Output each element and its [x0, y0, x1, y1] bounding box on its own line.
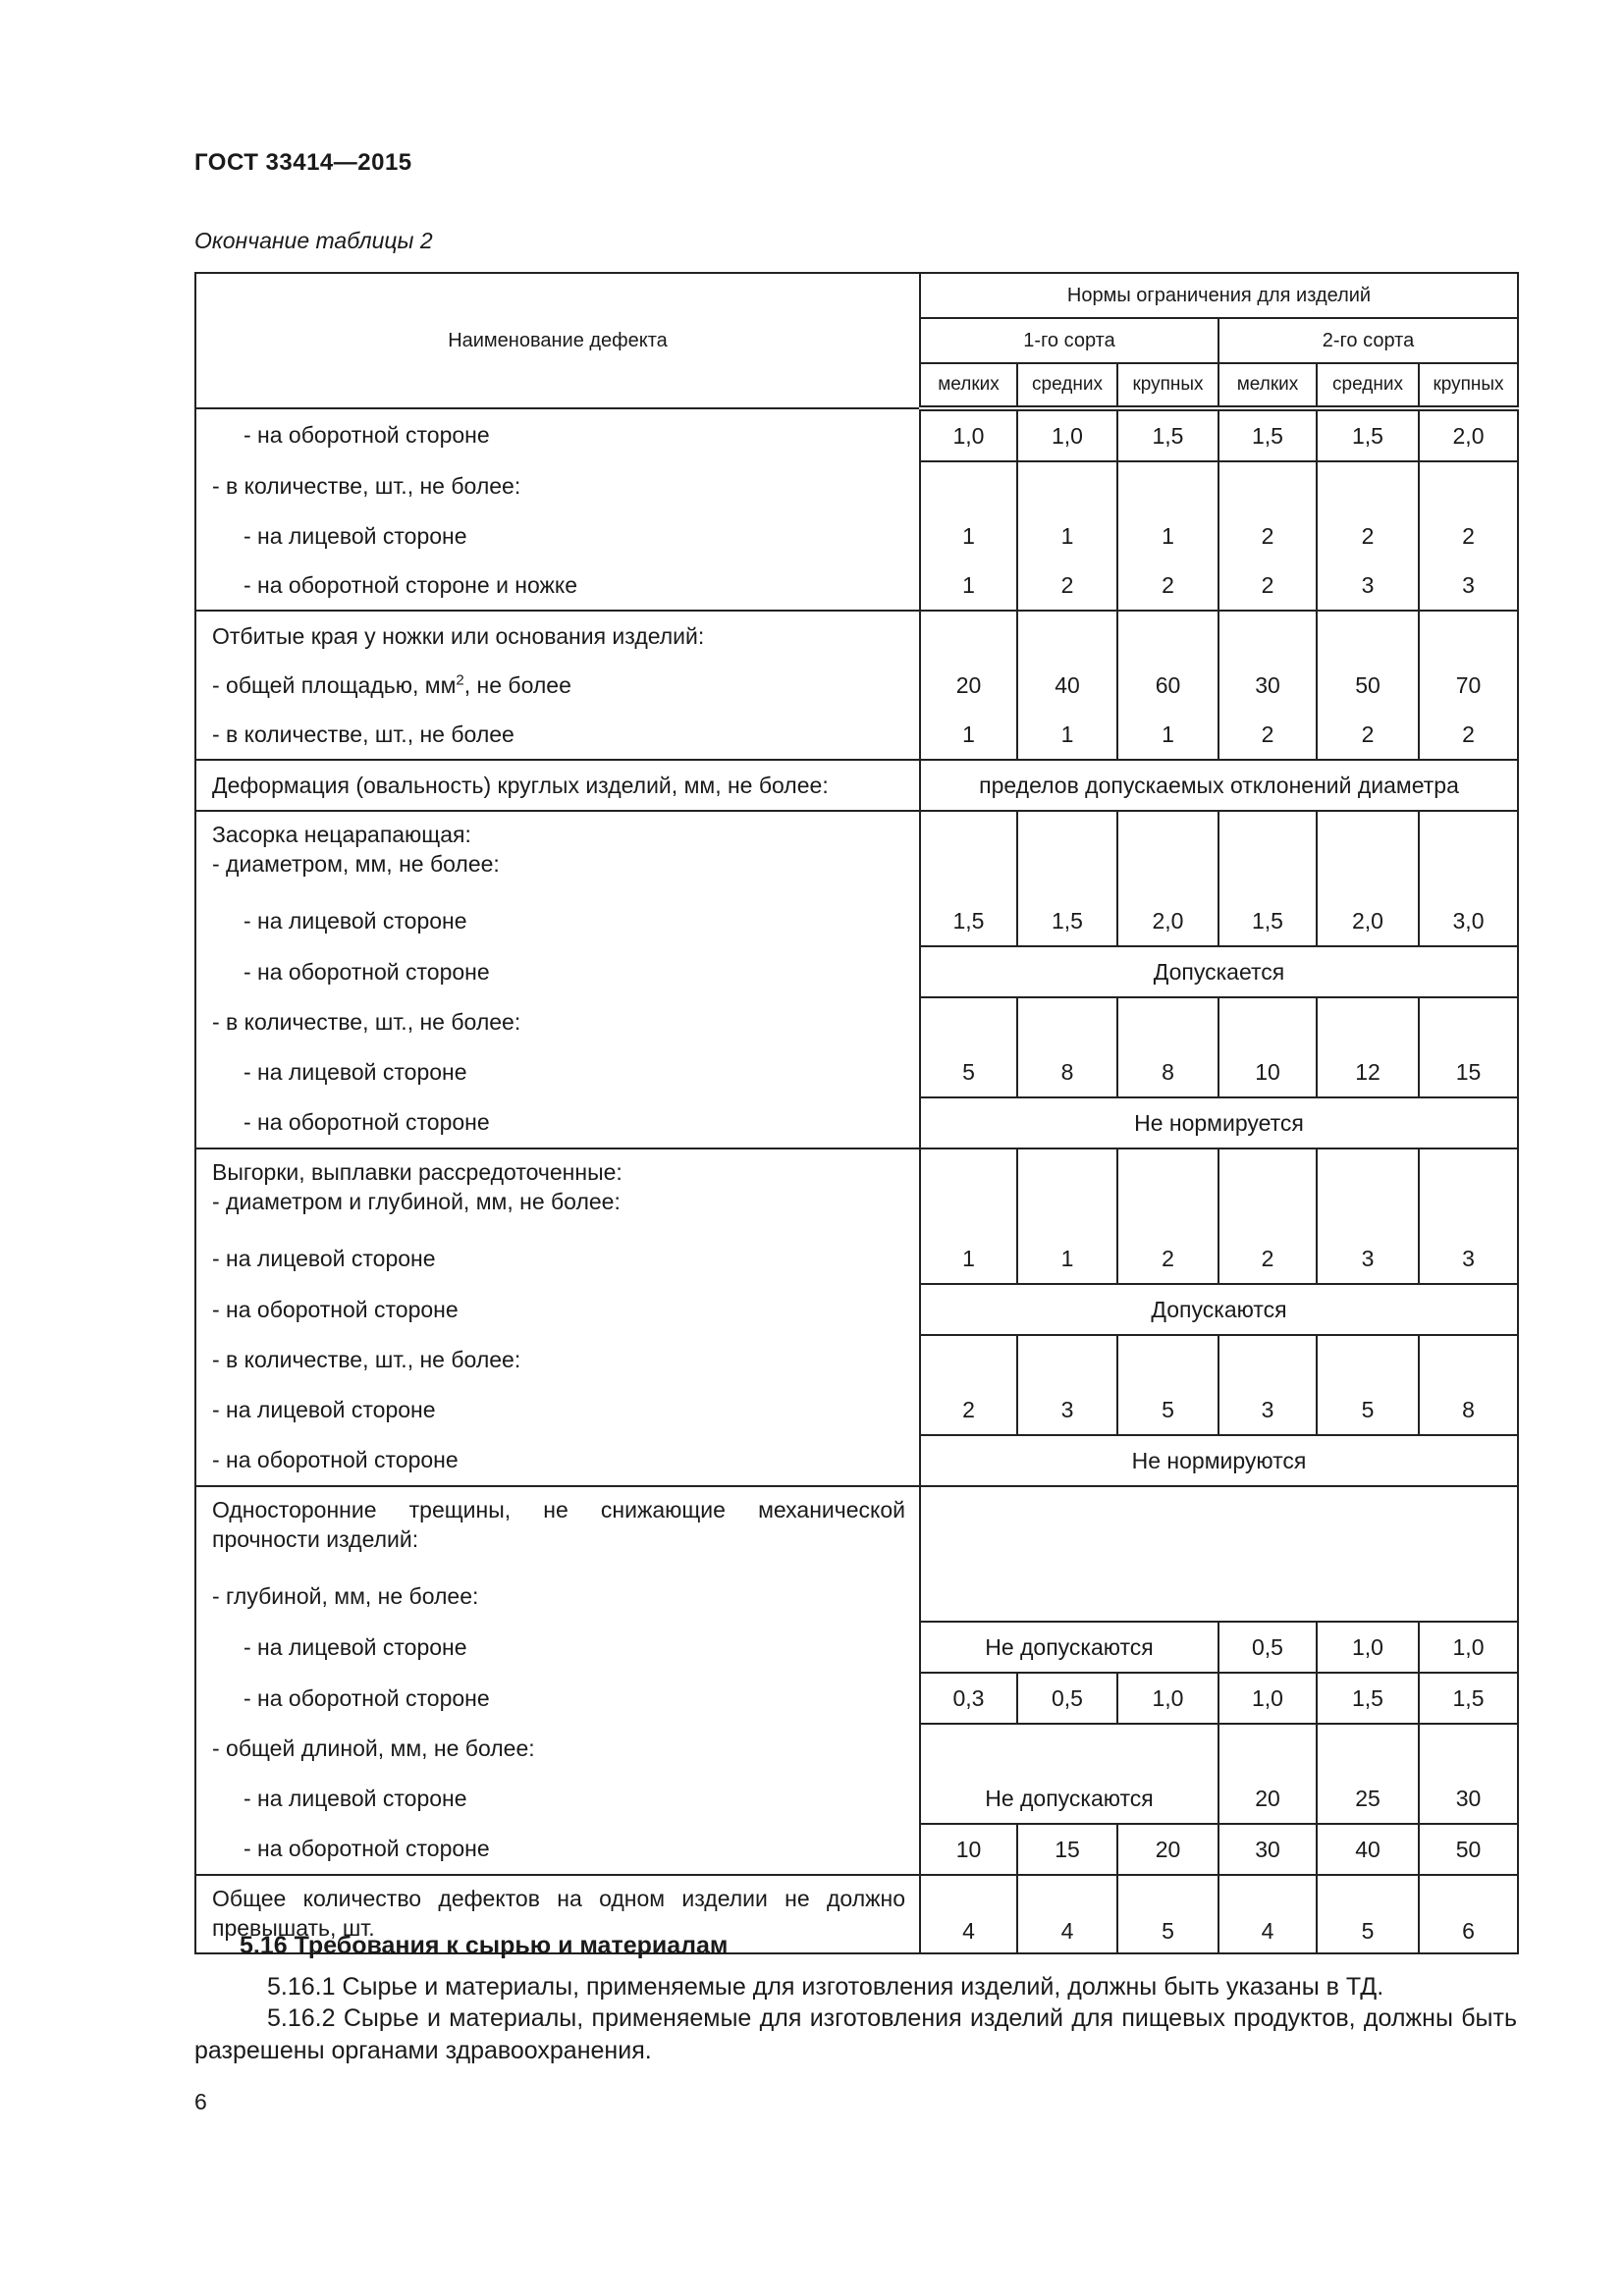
column-header-grade-2: 2-го сорта	[1218, 318, 1518, 363]
value-cell: 2	[1317, 511, 1419, 561]
table-row	[195, 408, 1518, 461]
defect-name: - на оборотной стороне	[195, 1097, 920, 1148]
table-row	[195, 1097, 1518, 1148]
table-row	[195, 1148, 1518, 1234]
value-cell: 8	[1117, 1047, 1218, 1097]
table-row	[195, 1435, 1518, 1486]
value-cell: 5	[1317, 1875, 1419, 1953]
column-header-medium: средних	[1017, 363, 1117, 408]
defect-name: - на лицевой стороне	[195, 1385, 920, 1435]
column-header-medium: средних	[1317, 363, 1419, 408]
value-cell: 1	[920, 710, 1017, 760]
value-cell: 4	[1017, 1875, 1117, 1953]
column-header-large: крупных	[1117, 363, 1218, 408]
value-cell: 3	[1017, 1385, 1117, 1435]
value-cell: 2	[1218, 561, 1317, 611]
table-row	[195, 561, 1518, 611]
table-row	[195, 1486, 1518, 1572]
value-cell: 1	[1017, 1234, 1117, 1284]
table-row	[195, 997, 1518, 1047]
value-cell: 70	[1419, 661, 1518, 710]
value-cell: 40	[1317, 1824, 1419, 1875]
value-cell: 3	[1317, 1234, 1419, 1284]
value-cell: 2	[1218, 511, 1317, 561]
column-header-norms: Нормы ограничения для изделий	[920, 273, 1518, 318]
value-cell: 2,0	[1117, 896, 1218, 946]
defect-name: Отбитые края у ножки или основания изделий:	[195, 611, 920, 661]
defect-name: - на лицевой стороне	[195, 1234, 920, 1284]
value-cell: 5	[1117, 1385, 1218, 1435]
defect-name: Выгорки, выплавки рассредоточенные: - диаметром и глубиной, мм, не более:	[195, 1148, 920, 1234]
value-cell: 10	[1218, 1047, 1317, 1097]
merged-value-cell: Не нормируется	[920, 1097, 1518, 1148]
table-row	[195, 1047, 1518, 1097]
defect-name: - на оборотной стороне	[195, 408, 920, 461]
value-cell: 25	[1317, 1774, 1419, 1824]
value-cell: 2	[1419, 710, 1518, 760]
value-cell: 50	[1419, 1824, 1518, 1875]
defect-name: Деформация (овальность) круглых изделий, мм, не более:	[195, 760, 920, 811]
value-cell: 2	[1218, 1234, 1317, 1284]
value-cell: 0,3	[920, 1673, 1017, 1724]
value-cell: 1,5	[1419, 1673, 1518, 1724]
table-row	[195, 511, 1518, 561]
value-cell: 2,0	[1419, 408, 1518, 461]
value-cell: 1,5	[1218, 408, 1317, 461]
value-cell: 15	[1017, 1824, 1117, 1875]
column-header-small: мелких	[920, 363, 1017, 408]
value-cell: 1	[1117, 511, 1218, 561]
value-cell: 1	[1117, 710, 1218, 760]
value-cell: 1,0	[1017, 408, 1117, 461]
table-row	[195, 1385, 1518, 1435]
defect-name: - на оборотной стороне	[195, 1435, 920, 1486]
table-row	[195, 710, 1518, 760]
defects-table	[194, 272, 1519, 1954]
column-header-small: мелких	[1218, 363, 1317, 408]
table-row	[195, 1572, 1518, 1622]
section-heading: 5.16 Требования к сырью и материалам	[240, 1932, 729, 1959]
value-cell: 30	[1419, 1774, 1518, 1824]
value-cell: 2	[1419, 511, 1518, 561]
defect-name: - в количестве, шт., не более:	[195, 1335, 920, 1385]
merged-value-cell: Не допускаются	[920, 1622, 1218, 1673]
defect-name: Односторонние трещины, не снижающие механической прочности изделий:	[195, 1486, 920, 1572]
value-cell: 50	[1317, 661, 1419, 710]
value-cell: 20	[1117, 1824, 1218, 1875]
value-cell: 30	[1218, 1824, 1317, 1875]
value-cell: 20	[920, 661, 1017, 710]
merged-value-cell: Не допускаются	[920, 1774, 1218, 1824]
value-cell: 8	[1017, 1047, 1117, 1097]
merged-value-cell: Не нормируются	[920, 1435, 1518, 1486]
value-cell: 40	[1017, 661, 1117, 710]
value-cell: 1,5	[1317, 1673, 1419, 1724]
value-cell: 1	[920, 561, 1017, 611]
value-cell: 4	[920, 1875, 1017, 1953]
defect-name: Засорка нецарапающая: - диаметром, мм, не более:	[195, 811, 920, 896]
value-cell: 3,0	[1419, 896, 1518, 946]
value-cell: 1,5	[1117, 408, 1218, 461]
value-cell: 30	[1218, 661, 1317, 710]
value-cell: 8	[1419, 1385, 1518, 1435]
table-row	[195, 1622, 1518, 1673]
merged-value-cell: Допускаются	[920, 1284, 1518, 1335]
defect-name: - глубиной, мм, не более:	[195, 1572, 920, 1622]
value-cell: 2	[1117, 1234, 1218, 1284]
table-row	[195, 1824, 1518, 1875]
value-cell: 60	[1117, 661, 1218, 710]
value-cell: 12	[1317, 1047, 1419, 1097]
value-cell: 6	[1419, 1875, 1518, 1953]
value-cell: 3	[1218, 1385, 1317, 1435]
defect-name: - на оборотной стороне	[195, 1284, 920, 1335]
table-row	[195, 1234, 1518, 1284]
value-cell: 1,0	[1317, 1622, 1419, 1673]
table-row	[195, 896, 1518, 946]
value-cell: 1	[920, 511, 1017, 561]
document-code: ГОСТ 33414—2015	[194, 149, 412, 176]
defect-name: Общее количество дефектов на одном изделии не должно превышать, шт.	[195, 1875, 920, 1953]
value-cell: 2	[1017, 561, 1117, 611]
table-row	[195, 1335, 1518, 1385]
value-cell: 4	[1218, 1875, 1317, 1953]
table-row	[195, 461, 1518, 511]
value-cell: 5	[1317, 1385, 1419, 1435]
table-row	[195, 760, 1518, 811]
value-cell: 1,5	[1218, 896, 1317, 946]
value-cell: 5	[920, 1047, 1017, 1097]
page-number: 6	[194, 2089, 207, 2114]
defect-name: - на лицевой стороне	[195, 511, 920, 561]
merged-value-cell: пределов допускаемых отклонений диаметра	[920, 760, 1518, 811]
defect-name: - в количестве, шт., не более:	[195, 997, 920, 1047]
defect-name: - на лицевой стороне	[195, 896, 920, 946]
table-row	[195, 811, 1518, 896]
table-row	[195, 611, 1518, 661]
table-row	[195, 661, 1518, 710]
defect-name: - на оборотной стороне	[195, 1824, 920, 1875]
table-row	[195, 1673, 1518, 1724]
defect-name: - на оборотной стороне	[195, 946, 920, 997]
value-cell: 3	[1317, 561, 1419, 611]
paragraph: 5.16.2 Сырье и материалы, применяемые для изготовления изделий для пищевых продуктов, должны быть разрешены органами здравоохранения.	[194, 2004, 1517, 2064]
defect-name: - на лицевой стороне	[195, 1047, 920, 1097]
column-header-defect-name: Наименование дефекта	[195, 273, 920, 408]
table-row	[195, 946, 1518, 997]
table-caption: Окончание таблицы 2	[194, 228, 433, 253]
defect-name: - на оборотной стороне	[195, 1673, 920, 1724]
defect-name: - на лицевой стороне	[195, 1622, 920, 1673]
defect-name: - в количестве, шт., не более	[195, 710, 920, 760]
value-cell: 0,5	[1218, 1622, 1317, 1673]
value-cell: 3	[1419, 1234, 1518, 1284]
defect-name: - на лицевой стороне	[195, 1774, 920, 1824]
value-cell: 1,0	[1117, 1673, 1218, 1724]
column-header-grade-1: 1-го сорта	[920, 318, 1218, 363]
defect-name: - общей площадью, $мм^2$, не более	[195, 661, 920, 710]
value-cell: 1,5	[920, 896, 1017, 946]
value-cell: 2	[1117, 561, 1218, 611]
value-cell: 1	[1017, 710, 1117, 760]
table-row	[195, 1774, 1518, 1824]
value-cell: 1	[920, 1234, 1017, 1284]
value-cell: 2	[1317, 710, 1419, 760]
table-row	[195, 1724, 1518, 1774]
value-cell: 20	[1218, 1774, 1317, 1824]
paragraph: 5.16.1 Сырье и материалы, применяемые для изготовления изделий, должны быть указаны в ТД.	[267, 1973, 1384, 2001]
value-cell: 1,5	[1017, 896, 1117, 946]
value-cell: 0,5	[1017, 1673, 1117, 1724]
value-cell: 3	[1419, 561, 1518, 611]
merged-value-cell: Допускается	[920, 946, 1518, 997]
value-cell: 1,0	[1419, 1622, 1518, 1673]
value-cell: 2	[1218, 710, 1317, 760]
value-cell: 1	[1017, 511, 1117, 561]
value-cell: 2	[920, 1385, 1017, 1435]
defect-name: - на оборотной стороне и ножке	[195, 561, 920, 611]
column-header-large: крупных	[1419, 363, 1518, 408]
defect-name: - общей длиной, мм, не более:	[195, 1724, 920, 1774]
table-row	[195, 1284, 1518, 1335]
value-cell: 1,0	[920, 408, 1017, 461]
value-cell: 10	[920, 1824, 1017, 1875]
value-cell: 15	[1419, 1047, 1518, 1097]
value-cell: 1,5	[1317, 408, 1419, 461]
value-cell: 1,0	[1218, 1673, 1317, 1724]
defect-name: - в количестве, шт., не более:	[195, 461, 920, 511]
value-cell: 5	[1117, 1875, 1218, 1953]
value-cell: 2,0	[1317, 896, 1419, 946]
